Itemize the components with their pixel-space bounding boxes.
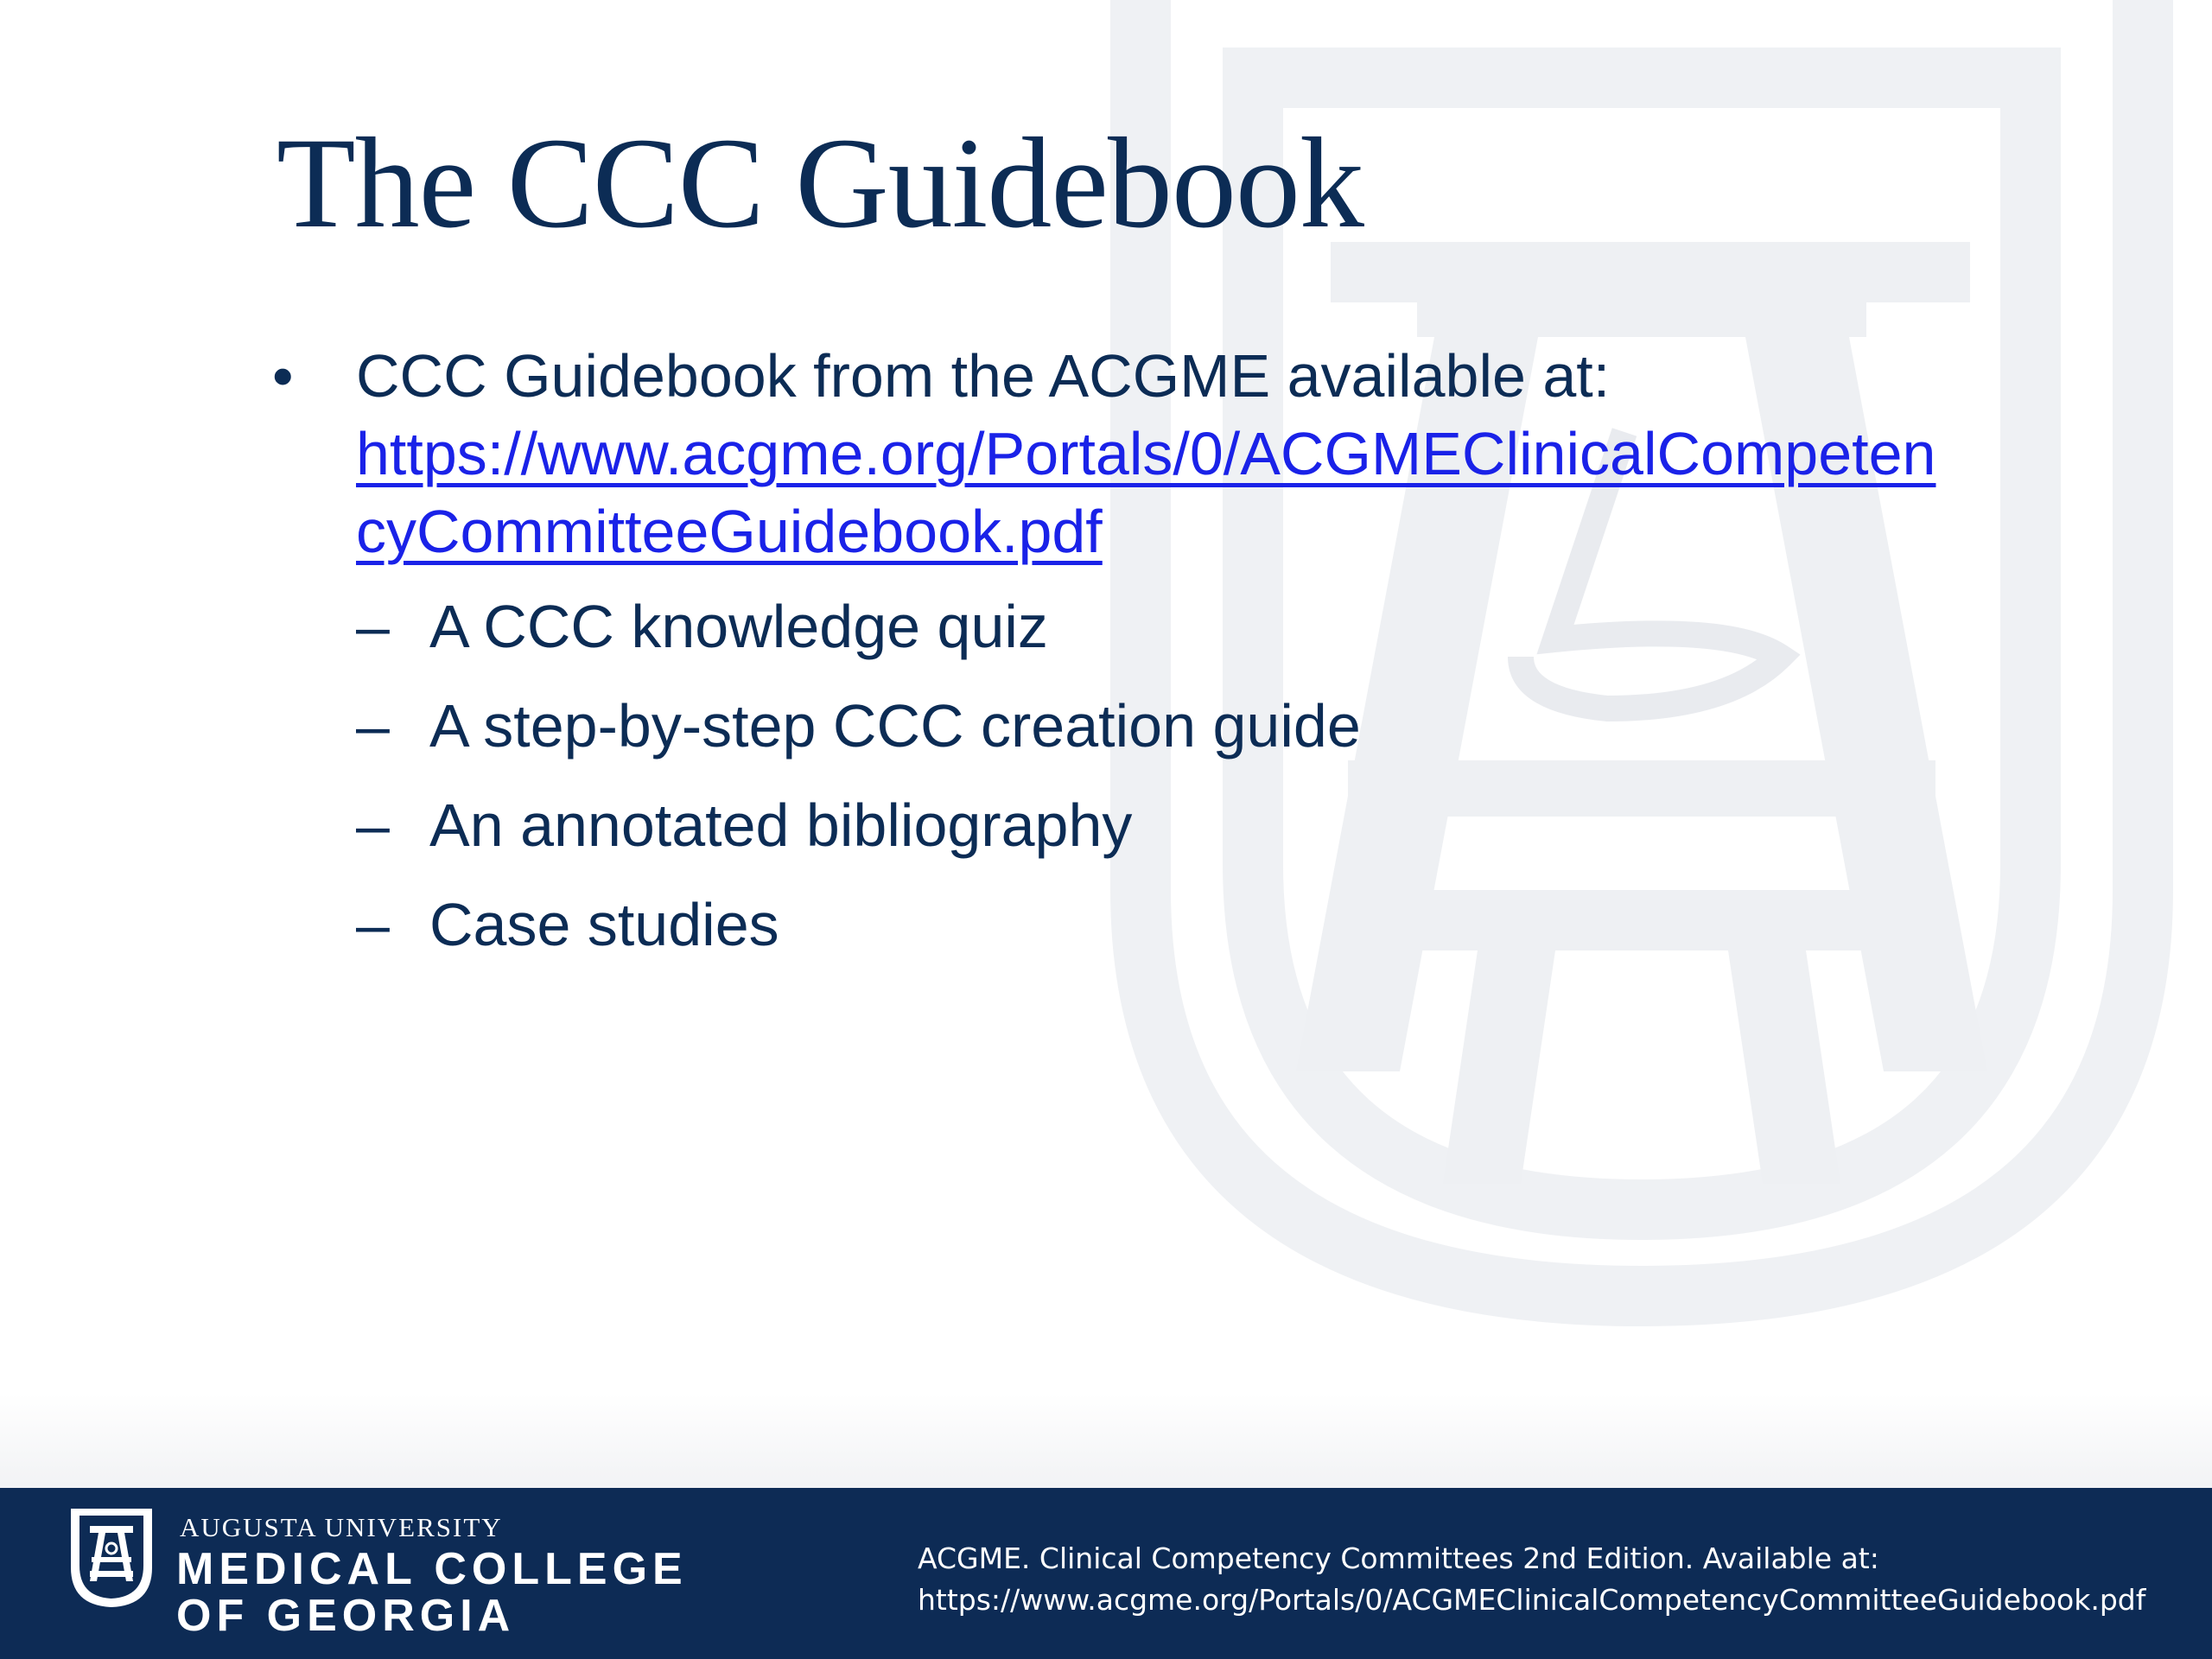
slide-title: The CCC Guidebook [276, 111, 1363, 255]
citation-line-1: ACGME. Clinical Competency Committees 2nd Edition. Available at: [918, 1541, 1879, 1575]
footer-bar [0, 1488, 2212, 1659]
logo-university-name: AUGUSTA UNIVERSITY [180, 1512, 503, 1542]
citation-line-2: https://www.acgme.org/Portals/0/ACGMEClinicalCompetencyCommitteeGuidebook.pdf [918, 1583, 2146, 1617]
logo-college-name-line2: OF GEORGIA [176, 1591, 516, 1641]
sub-item-label: A CCC knowledge quiz [429, 593, 1048, 660]
sub-item-label: An annotated bibliography [429, 791, 1133, 859]
dash-marker: – [356, 791, 390, 859]
sub-item-case-studies [356, 886, 2000, 985]
bullet-text: CCC Guidebook from the ACGME available at: [356, 342, 1611, 410]
sub-item-quiz [356, 588, 2000, 687]
main-bullet [272, 337, 2000, 570]
augusta-university-logo-icon [67, 1507, 156, 1609]
sub-item-creation-guide [356, 687, 2000, 786]
guidebook-link[interactable]: https://www.acgme.org/Portals/0/ACGMEClinicalCompetencyCommitteeGuidebook.pdf [356, 420, 1936, 565]
dash-marker: – [356, 692, 390, 760]
citation [918, 1538, 2145, 1621]
sub-item-bibliography [356, 786, 2000, 886]
bullet-marker: • [272, 342, 294, 410]
logo-college-name-line1: MEDICAL COLLEGE [176, 1544, 688, 1594]
sub-item-label: A step-by-step CCC creation guide [429, 692, 1361, 760]
sub-list [272, 588, 2000, 985]
bullet-list [272, 337, 2000, 985]
dash-marker: – [356, 891, 390, 958]
sub-item-label: Case studies [429, 891, 779, 958]
dash-marker: – [356, 593, 390, 660]
